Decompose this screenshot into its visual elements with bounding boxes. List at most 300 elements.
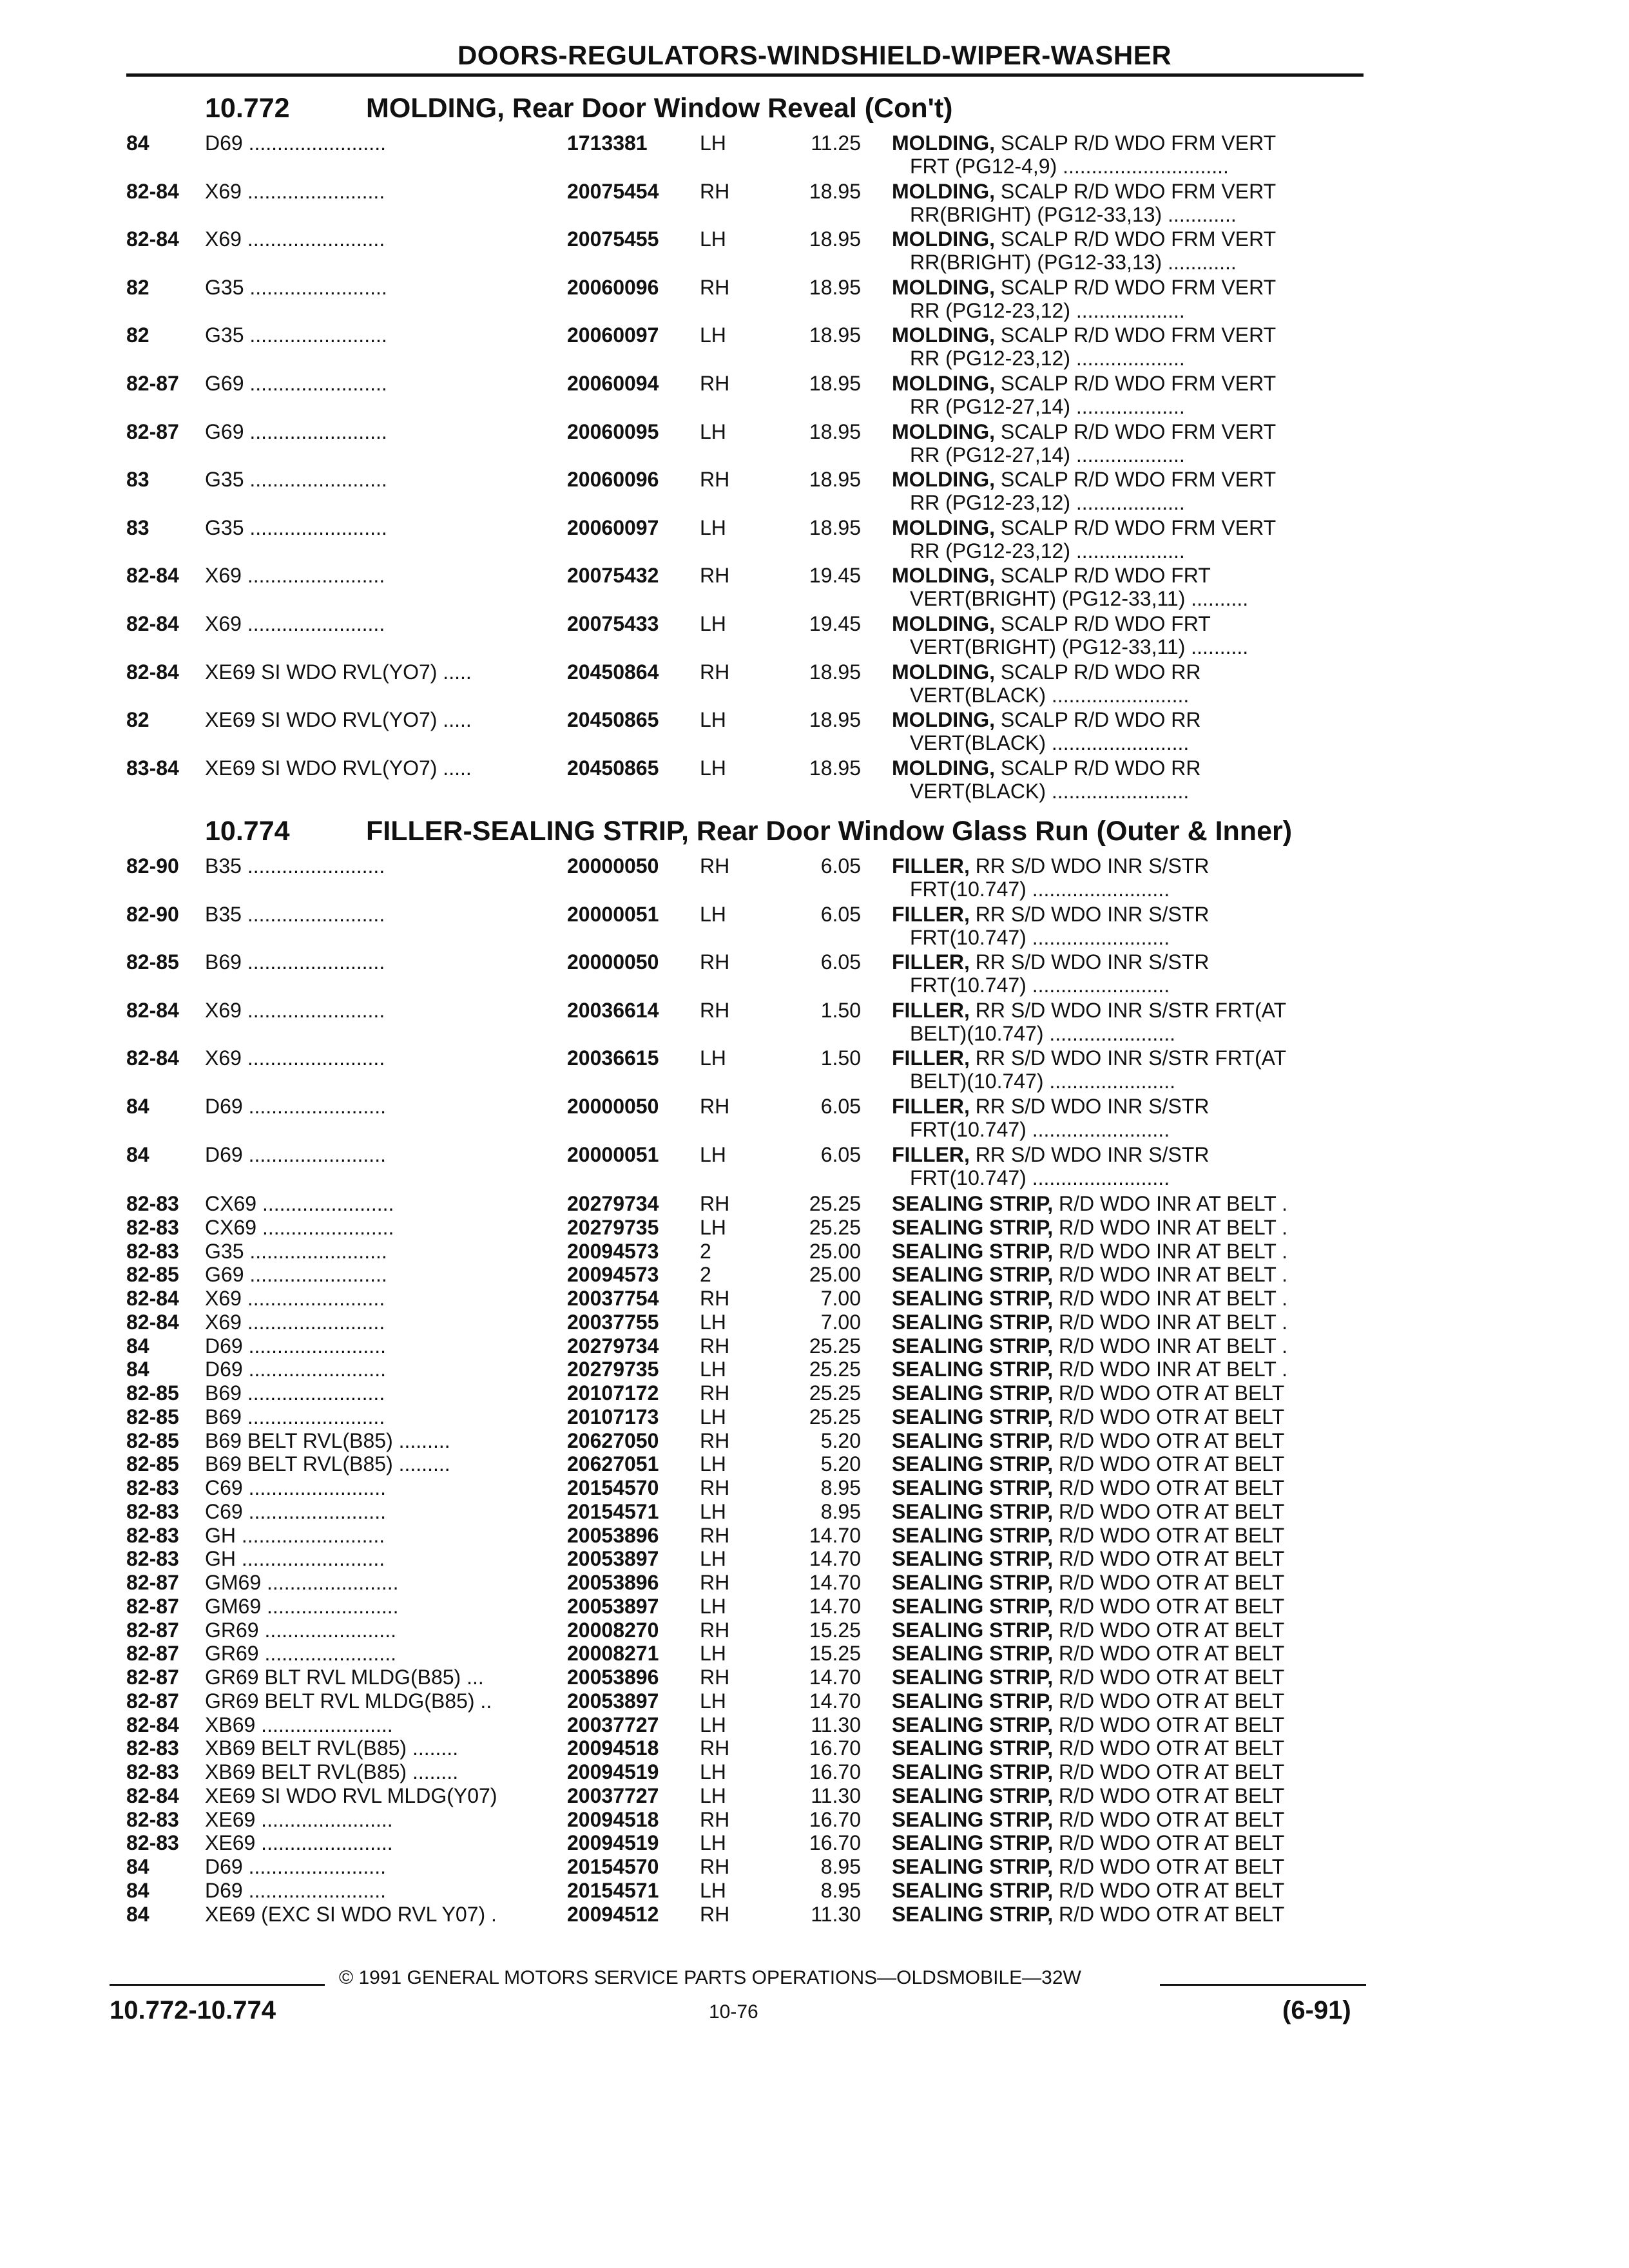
description-continuation: VERT(BRIGHT) (PG12-33,11) .......... (910, 587, 1249, 611)
table-row (0, 180, 1629, 227)
description (892, 1358, 1369, 1381)
part-number: 20279735 (567, 1215, 659, 1239)
description-continuation: BELT)(10.747) ...................... (910, 1070, 1175, 1093)
description-continuation: VERT(BLACK) ........................ (910, 731, 1190, 755)
table-row (0, 1287, 1629, 1311)
year-range: 82-83 (126, 1831, 179, 1855)
part-number: 20000051 (567, 902, 659, 926)
side-code: RH (700, 1192, 730, 1215)
description-continuation: RR(BRIGHT) (PG12-33,13) ............ (910, 202, 1237, 226)
price: 18.95 (809, 756, 861, 780)
description-text: SCALP R/D WDO FRT (1000, 564, 1211, 588)
description-text: R/D WDO OTR AT BELT (1059, 1452, 1285, 1476)
price: 25.00 (809, 1239, 861, 1263)
description-keyword: SEALING STRIP, (892, 1807, 1054, 1831)
year-range: 82-84 (126, 612, 179, 635)
part-number: 20000051 (567, 1142, 659, 1166)
description-text: SCALP R/D WDO FRM VERT (1000, 227, 1277, 251)
table-row (0, 1808, 1629, 1832)
part-number: 20037727 (567, 1783, 659, 1807)
revision-date: (6-91) (1282, 1996, 1351, 2024)
part-number: 20094512 (567, 1902, 659, 1926)
description (892, 1500, 1369, 1524)
side-code: RH (700, 564, 730, 588)
side-code: 2 (700, 1239, 711, 1263)
price: 25.25 (809, 1405, 861, 1428)
part-number: 20053897 (567, 1689, 659, 1713)
model-code: X69 ........................ (205, 1287, 385, 1310)
price: 7.00 (820, 1287, 861, 1310)
year-range: 84 (126, 1358, 149, 1381)
part-number: 20094519 (567, 1831, 659, 1855)
side-code: RH (700, 1476, 730, 1499)
description-text: R/D WDO INR AT BELT . (1059, 1287, 1288, 1310)
description (892, 468, 1369, 492)
description-keyword: MOLDING, (892, 179, 995, 203)
price: 11.30 (811, 1783, 861, 1807)
table-row (0, 1381, 1629, 1405)
description-keyword: SEALING STRIP, (892, 1523, 1054, 1547)
model-code: XE69 ....................... (205, 1807, 393, 1831)
section-number: 10.774 (205, 816, 290, 847)
section-number: 10.772 (205, 93, 290, 124)
price: 25.25 (809, 1358, 861, 1381)
price: 25.25 (809, 1381, 861, 1405)
description (892, 1381, 1369, 1405)
side-code: RH (700, 660, 730, 684)
description (892, 1619, 1369, 1642)
year-range: 84 (126, 1878, 149, 1902)
year-range: 82-85 (126, 950, 179, 974)
description-text: RR S/D WDO INR S/STR (975, 902, 1210, 926)
description-continuation: RR (PG12-27,14) ................... (910, 395, 1185, 418)
price: 18.95 (809, 660, 861, 684)
description (892, 612, 1369, 636)
part-number: 20036615 (567, 1046, 659, 1070)
description (892, 854, 1369, 878)
description-text: RR S/D WDO INR S/STR FRT(AT (975, 998, 1287, 1022)
description (892, 1689, 1369, 1713)
price: 1.50 (820, 998, 861, 1022)
description-continuation: VERT(BRIGHT) (PG12-33,11) .......... (910, 635, 1249, 658)
description (892, 276, 1369, 300)
side-code: RH (700, 1287, 730, 1310)
description-text: SCALP R/D WDO FRM VERT (1000, 131, 1277, 155)
description-text: R/D WDO OTR AT BELT (1059, 1713, 1285, 1736)
description-keyword: SEALING STRIP, (892, 1713, 1054, 1736)
model-code: GR69 ....................... (205, 1618, 396, 1642)
description-keyword: SEALING STRIP, (892, 1215, 1054, 1239)
footer-rule-left (110, 1984, 325, 1986)
part-number: 20060097 (567, 515, 659, 539)
side-code: LH (700, 1142, 726, 1166)
description (892, 1547, 1369, 1571)
year-range: 82-87 (126, 1666, 179, 1689)
description (892, 1452, 1369, 1476)
price: 18.95 (809, 372, 861, 395)
part-number: 20075432 (567, 564, 659, 588)
price: 8.95 (820, 1878, 861, 1902)
description-text: R/D WDO OTR AT BELT (1059, 1428, 1285, 1452)
side-code: LH (700, 1499, 726, 1523)
model-code: XE69 ....................... (205, 1831, 393, 1855)
description-text: SCALP R/D WDO FRM VERT (1000, 468, 1277, 492)
table-row (0, 1855, 1629, 1879)
side-code: LH (700, 612, 726, 635)
description-keyword: MOLDING, (892, 323, 995, 347)
description-text: R/D WDO OTR AT BELT (1059, 1571, 1285, 1594)
price: 25.25 (809, 1215, 861, 1239)
side-code: RH (700, 1334, 730, 1358)
year-range: 82-83 (126, 1736, 179, 1760)
side-code: LH (700, 1713, 726, 1736)
description-text: R/D WDO INR AT BELT . (1059, 1310, 1288, 1334)
side-code: LH (700, 902, 726, 926)
part-number: 20075454 (567, 179, 659, 203)
description-keyword: FILLER, (892, 950, 970, 974)
price: 14.70 (809, 1666, 861, 1689)
table-row (0, 612, 1629, 660)
section-heading-10774 (205, 813, 1292, 849)
description-keyword: FILLER, (892, 1142, 970, 1166)
year-range: 82-84 (126, 1310, 179, 1334)
price: 8.95 (820, 1855, 861, 1878)
side-code: RH (700, 1807, 730, 1831)
description (892, 1879, 1369, 1903)
description-keyword: SEALING STRIP, (892, 1689, 1054, 1713)
description-text: RR S/D WDO INR S/STR (975, 1142, 1210, 1166)
side-code: LH (700, 1878, 726, 1902)
part-number: 20053896 (567, 1523, 659, 1547)
section-title: MOLDING, Rear Door Window Reveal (Con't) (366, 93, 953, 124)
year-range: 82-84 (126, 1783, 179, 1807)
description-text: SCALP R/D WDO FRM VERT (1000, 179, 1277, 203)
model-code: G35 ........................ (205, 1239, 387, 1263)
side-code: LH (700, 1358, 726, 1381)
description-text: R/D WDO OTR AT BELT (1059, 1831, 1285, 1855)
description-text: R/D WDO OTR AT BELT (1059, 1642, 1285, 1666)
side-code: RH (700, 854, 730, 878)
description-text: SCALP R/D WDO FRM VERT (1000, 419, 1277, 443)
model-code: B69 BELT RVL(B85) ......... (205, 1452, 450, 1476)
model-code: C69 ........................ (205, 1499, 386, 1523)
price: 19.45 (809, 612, 861, 635)
part-number: 20154570 (567, 1855, 659, 1878)
description-keyword: SEALING STRIP, (892, 1428, 1054, 1452)
model-code: XE69 SI WDO RVL MLDG(Y07) (205, 1783, 497, 1807)
part-number: 20008270 (567, 1618, 659, 1642)
table-row (0, 1666, 1629, 1689)
description (892, 950, 1369, 974)
model-code: XE69 SI WDO RVL(YO7) ..... (205, 660, 472, 684)
part-number: 20037755 (567, 1310, 659, 1334)
description-keyword: FILLER, (892, 1046, 970, 1070)
description-keyword: MOLDING, (892, 131, 995, 155)
price: 18.95 (809, 708, 861, 732)
part-number: 20627051 (567, 1452, 659, 1476)
model-code: X69 ........................ (205, 227, 385, 251)
part-number: 20075455 (567, 227, 659, 251)
description-text: R/D WDO OTR AT BELT (1059, 1618, 1285, 1642)
description-text: R/D WDO OTR AT BELT (1059, 1523, 1285, 1547)
part-number: 20053896 (567, 1666, 659, 1689)
description-keyword: MOLDING, (892, 372, 995, 395)
part-number: 20094519 (567, 1760, 659, 1783)
description-continuation: FRT(10.747) ........................ (910, 1166, 1170, 1189)
year-range: 84 (126, 1334, 149, 1358)
description-text: SCALP R/D WDO RR (1000, 708, 1201, 732)
table-row (0, 1429, 1629, 1453)
year-range: 82-87 (126, 1642, 179, 1666)
model-code: CX69 ....................... (205, 1215, 394, 1239)
side-code: RH (700, 275, 730, 299)
table-row (0, 708, 1629, 756)
part-number: 20036614 (567, 998, 659, 1022)
part-number: 20060095 (567, 419, 659, 443)
year-range: 82-83 (126, 1547, 179, 1571)
part-number: 20075433 (567, 612, 659, 635)
side-code: LH (700, 1547, 726, 1571)
description (892, 323, 1369, 347)
side-code: RH (700, 1428, 730, 1452)
description (892, 1595, 1369, 1619)
description-text: R/D WDO OTR AT BELT (1059, 1760, 1285, 1783)
description-keyword: SEALING STRIP, (892, 1381, 1054, 1405)
description-text: R/D WDO OTR AT BELT (1059, 1666, 1285, 1689)
year-range: 82-83 (126, 1476, 179, 1499)
part-number: 20037727 (567, 1713, 659, 1736)
description-text: SCALP R/D WDO RR (1000, 756, 1201, 780)
table-row (0, 1595, 1629, 1619)
description (892, 1831, 1369, 1855)
description-text: RR S/D WDO INR S/STR (975, 854, 1210, 878)
model-code: XB69 BELT RVL(B85) ........ (205, 1760, 459, 1783)
model-code: X69 ........................ (205, 998, 385, 1022)
description (892, 660, 1369, 684)
model-code: B69 ........................ (205, 1405, 385, 1428)
description-keyword: MOLDING, (892, 612, 995, 635)
table-row (0, 564, 1629, 611)
description-text: R/D WDO OTR AT BELT (1059, 1476, 1285, 1499)
description (892, 131, 1369, 155)
year-range: 82-87 (126, 1618, 179, 1642)
side-code: RH (700, 372, 730, 395)
description (892, 1760, 1369, 1784)
description-text: R/D WDO OTR AT BELT (1059, 1547, 1285, 1571)
model-code: G35 ........................ (205, 515, 387, 539)
model-code: G69 ........................ (205, 1263, 387, 1287)
year-range: 83-84 (126, 756, 179, 780)
description-keyword: MOLDING, (892, 564, 995, 588)
description-continuation: RR (PG12-27,14) ................... (910, 443, 1185, 466)
year-range: 82-83 (126, 1192, 179, 1215)
model-code: G69 ........................ (205, 372, 387, 395)
side-code: LH (700, 419, 726, 443)
side-code: LH (700, 1215, 726, 1239)
description-text: R/D WDO OTR AT BELT (1059, 1807, 1285, 1831)
price: 11.30 (811, 1713, 861, 1736)
description (892, 999, 1369, 1023)
year-range: 82 (126, 708, 149, 732)
side-code: RH (700, 1902, 730, 1926)
table-row (0, 1547, 1629, 1571)
side-code: LH (700, 1689, 726, 1713)
price: 16.70 (809, 1807, 861, 1831)
side-code: LH (700, 131, 726, 155)
description-keyword: SEALING STRIP, (892, 1902, 1054, 1926)
description-text: R/D WDO INR AT BELT . (1059, 1215, 1288, 1239)
description-text: R/D WDO INR AT BELT . (1059, 1263, 1288, 1287)
side-code: 2 (700, 1263, 711, 1287)
year-range: 82-84 (126, 227, 179, 251)
model-code: B69 BELT RVL(B85) ......... (205, 1428, 450, 1452)
price: 6.05 (820, 854, 861, 878)
part-number: 20000050 (567, 950, 659, 974)
model-code: B69 ........................ (205, 1381, 385, 1405)
copyright-text: © 1991 GENERAL MOTORS SERVICE PARTS OPERATIONS—OLDSMOBILE—32W (339, 1967, 1081, 1988)
model-code: B35 ........................ (205, 902, 385, 926)
year-range: 82-84 (126, 1287, 179, 1310)
footer-rule-right (1160, 1984, 1366, 1986)
side-code: LH (700, 1452, 726, 1476)
description (892, 903, 1369, 927)
model-code: GR69 BLT RVL MLDG(B85) ... (205, 1666, 484, 1689)
model-code: GH ......................... (205, 1523, 385, 1547)
side-code: RH (700, 1855, 730, 1878)
description-keyword: FILLER, (892, 998, 970, 1022)
table-row (0, 516, 1629, 564)
description-continuation: BELT)(10.747) ...................... (910, 1021, 1175, 1045)
price: 18.95 (809, 275, 861, 299)
description-keyword: MOLDING, (892, 708, 995, 732)
part-number: 20154570 (567, 1476, 659, 1499)
year-range: 82-83 (126, 1215, 179, 1239)
part-number: 20450865 (567, 756, 659, 780)
page-title: DOORS-REGULATORS-WINDSHIELD-WIPER-WASHER (457, 40, 1172, 70)
model-code: XE69 SI WDO RVL(YO7) ..... (205, 708, 472, 732)
description-text: R/D WDO OTR AT BELT (1059, 1594, 1285, 1618)
side-code: RH (700, 1095, 730, 1118)
model-code: X69 ........................ (205, 564, 385, 588)
side-code: LH (700, 1310, 726, 1334)
side-code: RH (700, 1571, 730, 1594)
model-code: GR69 BELT RVL MLDG(B85) .. (205, 1689, 492, 1713)
description-continuation: FRT (PG12-4,9) ............................. (910, 155, 1229, 178)
side-code: LH (700, 1642, 726, 1666)
description-keyword: SEALING STRIP, (892, 1571, 1054, 1594)
table-row (0, 372, 1629, 419)
year-range: 84 (126, 1095, 149, 1118)
description-text: R/D WDO OTR AT BELT (1059, 1381, 1285, 1405)
description-text: R/D WDO INR AT BELT . (1059, 1334, 1288, 1358)
year-range: 82-85 (126, 1263, 179, 1287)
part-number: 20279734 (567, 1334, 659, 1358)
price: 6.05 (820, 950, 861, 974)
description (892, 516, 1369, 540)
description-continuation: FRT(10.747) ........................ (910, 878, 1170, 901)
description-keyword: SEALING STRIP, (892, 1760, 1054, 1783)
part-number: 20094573 (567, 1263, 659, 1287)
price: 14.70 (809, 1594, 861, 1618)
price: 8.95 (820, 1499, 861, 1523)
table-row (0, 1619, 1629, 1642)
model-code: D69 ........................ (205, 1878, 386, 1902)
description-text: SCALP R/D WDO FRM VERT (1000, 372, 1277, 395)
table-row (0, 1571, 1629, 1595)
description-text: R/D WDO INR AT BELT . (1059, 1239, 1288, 1263)
description-keyword: SEALING STRIP, (892, 1499, 1054, 1523)
part-number: 20154571 (567, 1499, 659, 1523)
description-keyword: SEALING STRIP, (892, 1287, 1054, 1310)
price: 15.25 (809, 1642, 861, 1666)
model-code: D69 ........................ (205, 1855, 386, 1878)
description (892, 1046, 1369, 1070)
price: 18.95 (809, 227, 861, 251)
part-number: 20450864 (567, 660, 659, 684)
part-number: 20037754 (567, 1287, 659, 1310)
table-row (0, 756, 1629, 804)
description-text: SCALP R/D WDO FRM VERT (1000, 275, 1277, 299)
description-continuation: VERT(BLACK) ........................ (910, 779, 1190, 803)
year-range: 82-87 (126, 1689, 179, 1713)
year-range: 84 (126, 131, 149, 155)
side-code: RH (700, 468, 730, 492)
description-keyword: SEALING STRIP, (892, 1358, 1054, 1381)
table-row (0, 1405, 1629, 1429)
description-keyword: SEALING STRIP, (892, 1192, 1054, 1215)
description (892, 1405, 1369, 1429)
year-range: 84 (126, 1855, 149, 1878)
part-number: 20279734 (567, 1192, 659, 1215)
table-row (0, 1216, 1629, 1240)
description-text: R/D WDO INR AT BELT . (1059, 1192, 1288, 1215)
description (892, 1095, 1369, 1119)
description-keyword: SEALING STRIP, (892, 1783, 1054, 1807)
year-range: 82-85 (126, 1381, 179, 1405)
table-row (0, 227, 1629, 275)
side-code: RH (700, 1736, 730, 1760)
model-code: CX69 ....................... (205, 1192, 394, 1215)
side-code: RH (700, 950, 730, 974)
year-range: 82-85 (126, 1405, 179, 1428)
price: 14.70 (809, 1689, 861, 1713)
year-range: 82-90 (126, 854, 179, 878)
side-code: RH (700, 1666, 730, 1689)
model-code: D69 ........................ (205, 131, 386, 155)
description (892, 1642, 1369, 1666)
description-keyword: MOLDING, (892, 660, 995, 684)
description-keyword: SEALING STRIP, (892, 1476, 1054, 1499)
year-range: 82-84 (126, 1046, 179, 1070)
year-range: 82-87 (126, 419, 179, 443)
description (892, 1476, 1369, 1500)
year-range: 82-83 (126, 1523, 179, 1547)
description (892, 1240, 1369, 1264)
section-heading-10772 (205, 90, 952, 126)
part-number: 20279735 (567, 1358, 659, 1381)
price: 16.70 (809, 1831, 861, 1855)
model-code: C69 ........................ (205, 1476, 386, 1499)
description-keyword: FILLER, (892, 854, 970, 878)
description-continuation: RR(BRIGHT) (PG12-33,13) ............ (910, 251, 1237, 274)
part-number: 20154571 (567, 1878, 659, 1902)
description-text: R/D WDO OTR AT BELT (1059, 1736, 1285, 1760)
price: 18.95 (809, 323, 861, 347)
description-text: RR S/D WDO INR S/STR (975, 950, 1210, 974)
description-keyword: SEALING STRIP, (892, 1618, 1054, 1642)
year-range: 82-85 (126, 1452, 179, 1476)
description-keyword: SEALING STRIP, (892, 1334, 1054, 1358)
